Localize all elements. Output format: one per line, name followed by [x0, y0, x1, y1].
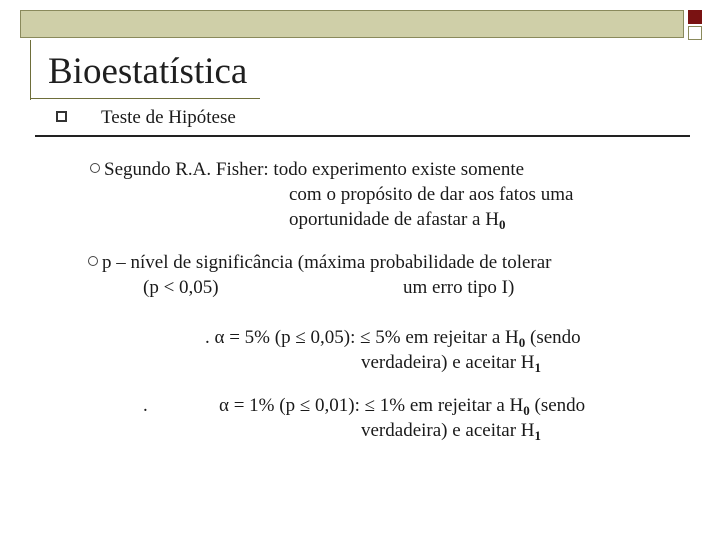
- alpha5-line-2: verdadeira) e aceitar $H_1$: [361, 352, 542, 375]
- corner-square-filled: [688, 10, 702, 24]
- alpha1-line-2: verdadeira) e aceitar $H_1$: [361, 420, 542, 443]
- circle-bullet-icon: [90, 163, 100, 173]
- subscript: 0: [523, 403, 530, 418]
- subscript: 0: [518, 335, 526, 350]
- alpha1-dot: .: [143, 395, 148, 416]
- subscript: 1: [534, 360, 542, 375]
- circle-bullet-icon: [88, 256, 98, 266]
- fisher-line-1: Segundo R.A. Fisher: todo experimento existe somente: [104, 159, 525, 180]
- fisher-line-2: com o propósito de dar aos fatos uma: [289, 184, 574, 205]
- p-def-line-2b: um erro tipo I): [403, 277, 515, 298]
- slide-title: Bioestatística: [48, 51, 248, 92]
- alpha1-line-1: α = 1% (p ≤ 0,01): ≤ 1% em rejeitar a $H_0$ (sendo: [219, 395, 586, 418]
- square-bullet-icon: [56, 111, 67, 122]
- header-bar: [20, 10, 684, 38]
- subscript: 1: [534, 428, 542, 443]
- corner-square-outline: [688, 26, 702, 40]
- title-left-rule: [30, 40, 31, 100]
- subscript: 0: [498, 217, 506, 232]
- p-def-line-1: p – nível de significância (máxima probabilidade de tolerar: [102, 252, 552, 273]
- fisher-line-3: oportunidade de afastar a $H_0$: [289, 209, 506, 232]
- p-def-line-2a: (p < 0,05): [143, 277, 219, 298]
- title-underline: [30, 98, 260, 99]
- heading-divider: [35, 135, 690, 137]
- slide-heading: Teste de Hipótese: [101, 107, 236, 128]
- alpha5-line-1: . α = 5% (p ≤ 0,05): ≤ 5% em rejeitar a $H_0$ (sendo: [205, 327, 581, 350]
